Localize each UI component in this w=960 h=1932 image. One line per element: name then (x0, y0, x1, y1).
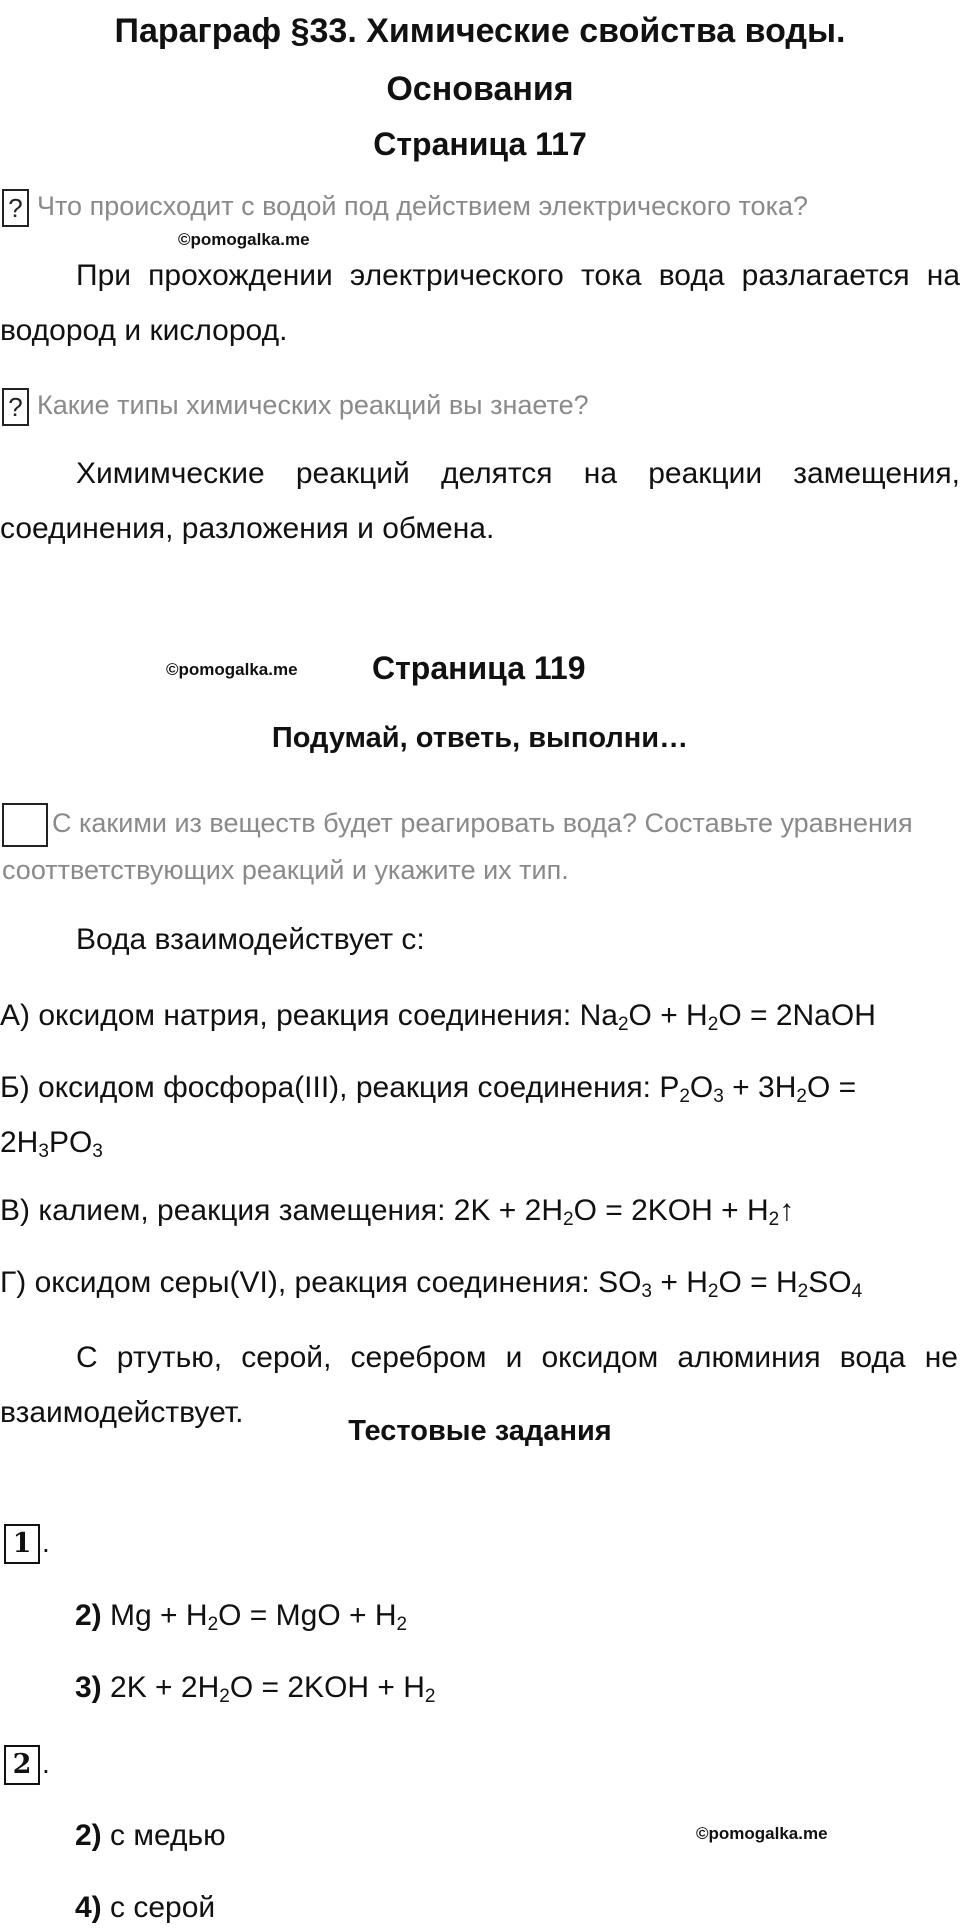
title-line-1: Параграф §33. Химические свойства воды. (114, 12, 846, 50)
answer-number: 4) (75, 1891, 102, 1924)
answer-formula: $2K + 2H_2O = 2KOH + H_2$ (110, 1671, 436, 1707)
answer-text: с медью (110, 1819, 226, 1852)
exercise-intro: Вода взаимодействует с: (76, 923, 425, 956)
reaction-line (0, 1183, 960, 1238)
test-task-1 (4, 1524, 50, 1564)
test-answer (75, 1812, 226, 1860)
exercise-conclusion: С ртутью, серой, серебром и оксидом алюминия вода не взаимодействует. (0, 1341, 958, 1429)
question-mark-icon: ? (2, 189, 29, 227)
test-answer (75, 1884, 215, 1932)
test-task-2 (4, 1745, 50, 1785)
watermark: ©pomogalka.me (696, 1824, 828, 1843)
page-119-heading: Страница 119 (372, 650, 586, 686)
watermark: ©pomogalka.me (166, 660, 298, 679)
title-line-2: Основания (386, 70, 574, 108)
exercise-question-text: С какими из веществ будет реагировать вода? Составьте уравнения сооттветствующих реакций и укажите их тип. (2, 808, 913, 885)
page-117-heading: Страница 117 (373, 126, 587, 162)
answer-number: 3) (75, 1671, 102, 1704)
reaction-line (0, 1255, 960, 1310)
reaction-label: В) калием, реакция замещения: (0, 1194, 454, 1227)
task-box-icon (2, 803, 48, 847)
answer-2: Химимческие реакций делятся на реакции замещения, соединения, разложения и обмена. (0, 457, 960, 545)
reaction-label: Г) оксидом серы(VI), реакция соединения: (0, 1266, 599, 1299)
test-answer (75, 1664, 436, 1712)
reaction-line (0, 988, 960, 1043)
task-number-box: 1 (4, 1524, 40, 1564)
task-number-dot: . (42, 1748, 50, 1779)
reaction-formula: $P_2O_3 + 3H_2O = 2H_3PO_3$ (0, 1071, 857, 1162)
answer-number: 2) (75, 1599, 102, 1632)
answer-1: При прохождении электрического тока вода разлагается на водород и кислород. (0, 259, 960, 347)
reaction-line (0, 1060, 955, 1170)
reaction-formula: $SO_3 + H_2O = H_2SO_4$ (598, 1266, 863, 1302)
answer-text: с серой (110, 1891, 216, 1924)
question-1-text: Что происходит с водой под действием электрического тока? (37, 191, 809, 221)
reaction-formula: $Na_2O + H_2O$ = 2NaOH (579, 999, 876, 1035)
reaction-label: А) оксидом натрия, реакция соединения: (0, 999, 580, 1032)
exercise-question (2, 800, 952, 893)
tests-heading: Тестовые задания (348, 1415, 612, 1447)
question-2 (2, 382, 960, 428)
exercise-heading: Подумай, ответь, выполни… (271, 722, 689, 754)
page-title (0, 2, 960, 118)
watermark: ©pomogalka.me (178, 230, 310, 249)
reaction-label: Б) оксидом фосфора(III), реакция соединения: (0, 1071, 660, 1104)
question-2-text: Какие типы химических реакций вы знаете? (37, 390, 589, 420)
reaction-formula: $2K + 2H_2O = 2KOH$ + $H_2↑$ (453, 1194, 795, 1230)
question-mark-icon: ? (2, 388, 29, 426)
answer-number: 2) (75, 1819, 102, 1852)
answer-formula: $Mg + H_2O$ = MgO + $H_2$ (110, 1599, 408, 1635)
task-number-dot: . (42, 1527, 50, 1558)
task-number-box: 2 (4, 1745, 40, 1785)
question-1 (2, 183, 960, 229)
test-answer (75, 1592, 407, 1640)
